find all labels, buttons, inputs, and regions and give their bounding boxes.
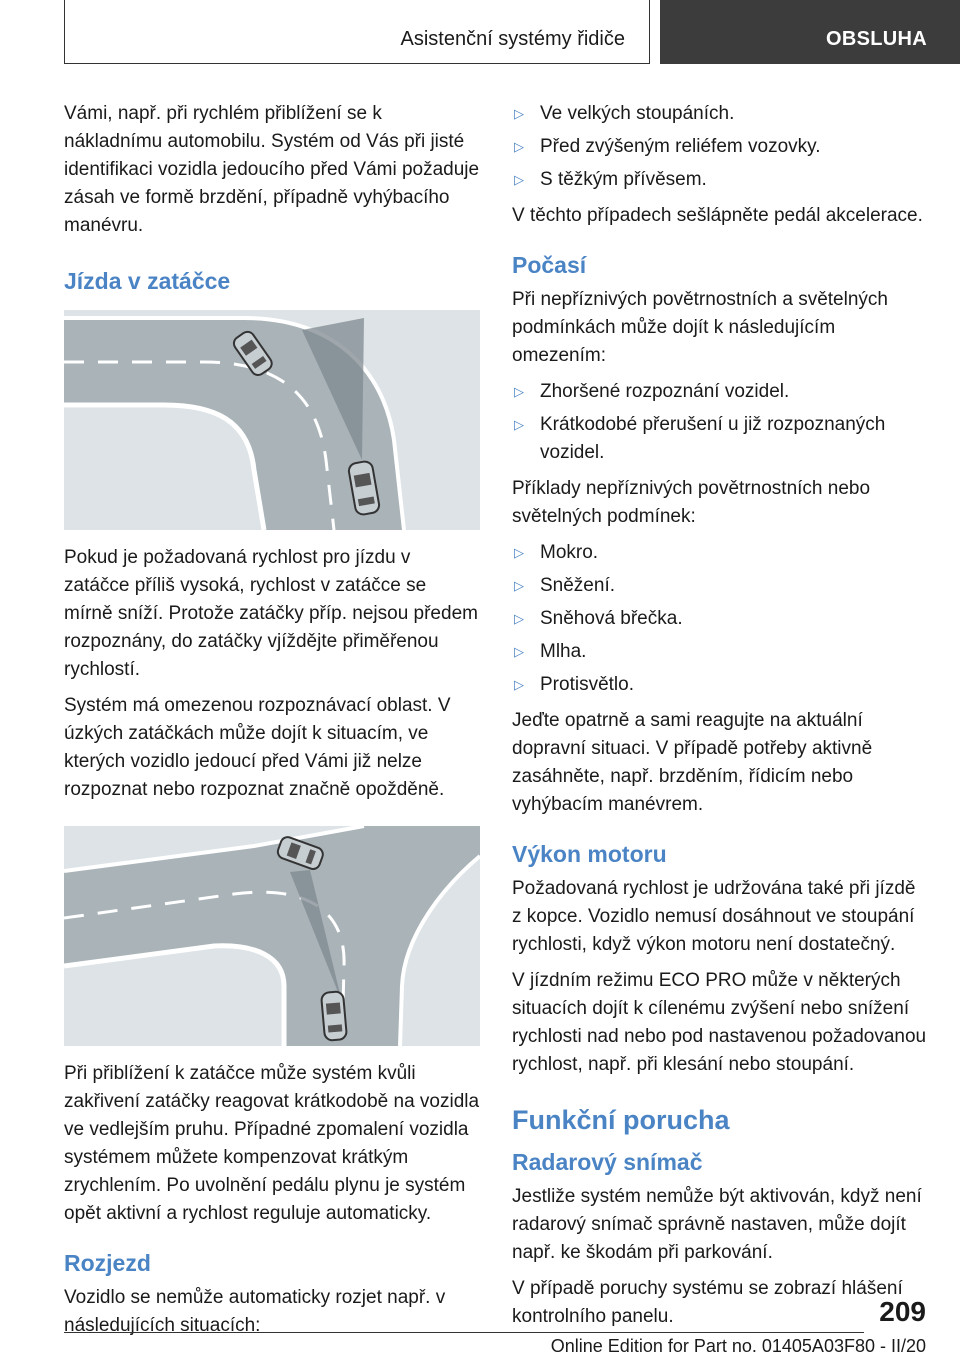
startoff-list [512, 100, 928, 194]
weather-paragraph-2: Příklady nepříznivých povětrnostních nebo světelných podmínek: [512, 478, 871, 527]
curve-heading: Jízda v zatáčce [64, 268, 231, 294]
list-item: ▷ Mlha. [512, 638, 928, 666]
triangle-bullet-icon: ▷ [514, 644, 524, 659]
curve-illustration-1 [64, 310, 480, 530]
engine-paragraph-2: V jízdním režimu ECO PRO může v některých situacích dojít k cílenému zvýšení nebo snížení rychlosti nad nebo pod nastavenou požadovanou rychlost, např. při klesání nebo stoupání. [512, 970, 927, 1075]
curve-paragraph-2: Systém má omezenou rozpoznávací oblast. V úzkých zatáčkách může dojít k situacím, ve kterých vozidlo jedoucí před Vámi již nelze rozpoznat nebo rozpoznat značně opožděně. [64, 695, 451, 800]
header-section-title: Asistenční systémy řidiče [400, 28, 625, 50]
triangle-bullet-icon: ▷ [514, 139, 524, 154]
radar-paragraph-2: V případě poruchy systému se zobrazí hlášení kontrolního panelu. [512, 1278, 903, 1327]
weather-examples-list [512, 539, 928, 699]
curve-figure-2 [64, 826, 480, 1046]
triangle-bullet-icon: ▷ [514, 384, 524, 399]
weather-paragraph-3: Jeďte opatrně a sami reagujte na aktuální dopravní situaci. V případě potřeby aktivně zasáhněte, např. brzděním, řídicím nebo vyhýbacím manévrem. [512, 710, 873, 815]
list-item: ▷ Sněžení. [512, 572, 928, 600]
left-column [64, 100, 480, 1348]
curve-illustration-2 [64, 826, 480, 1046]
radar-heading: Radarový snímač [512, 1149, 703, 1175]
triangle-bullet-icon: ▷ [514, 172, 524, 187]
triangle-bullet-icon: ▷ [514, 106, 524, 121]
weather-list [512, 378, 928, 467]
list-item: ▷ Protisvětlo. [512, 671, 928, 699]
startoff-heading: Rozjezd [64, 1250, 151, 1276]
weather-paragraph-1: Při nepříznivých povětrnostních a světelných podmínkách může dojít k následujícím omezením: [512, 289, 888, 366]
radar-paragraph-1: Jestliže systém nemůže být aktivován, když není radarový snímač správně nastaven, může dojít např. ke škodám při parkování. [512, 1186, 922, 1263]
engine-paragraph-1: Požadovaná rychlost je udržována také při jízdě z kopce. Vozidlo nemusí dosáhnout ve stoupání rychlosti, když výkon motoru není dostatečný. [512, 878, 916, 955]
edition-footer: Online Edition for Part no. 01405A03F80 - II/20 [550, 1336, 926, 1356]
engine-heading: Výkon motoru [512, 841, 667, 867]
triangle-bullet-icon: ▷ [514, 545, 524, 560]
triangle-bullet-icon: ▷ [514, 417, 524, 432]
list-item: ▷ S těžkým přívěsem. [512, 166, 928, 194]
curve-paragraph-3: Při přiblížení k zatáčce může systém kvůli zakřivení zatáčky reagovat krátkodobě na vozidla ve vedlejším pruhu. Případné zpomalení vozidla systémem můžete kompenzovat krátkým zrychlením. Po uvolnění pedálu plynu je systém opět aktivní a rychlost reguluje automaticky. [64, 1063, 480, 1224]
triangle-bullet-icon: ▷ [514, 611, 524, 626]
list-item: ▷ Mokro. [512, 539, 928, 567]
malfunction-heading: Funkční porucha [512, 1105, 730, 1135]
list-item: ▷ Krátkodobé přerušení u již rozpoznaných vozidel. [512, 411, 928, 467]
header-section-box [64, 0, 650, 64]
weather-heading: Počasí [512, 252, 587, 278]
list-item: ▷ Sněhová břečka. [512, 605, 928, 633]
list-item: ▷ Před zvýšeným reliéfem vozovky. [512, 133, 928, 161]
list-item: ▷ Ve velkých stoupáních. [512, 100, 928, 128]
page-number: 209 [879, 1296, 926, 1327]
triangle-bullet-icon: ▷ [514, 677, 524, 692]
startoff-paragraph-2: V těchto případech sešlápněte pedál akcelerace. [512, 205, 923, 226]
triangle-bullet-icon: ▷ [514, 578, 524, 593]
startoff-paragraph-1: Vozidlo se nemůže automaticky rozjet např. v následujících situacích: [64, 1287, 446, 1336]
list-item: ▷ Zhoršené rozpoznání vozidel. [512, 378, 928, 406]
curve-figure-1 [64, 310, 480, 530]
right-column [512, 100, 928, 1339]
header-chapter-title: OBSLUHA [826, 28, 927, 50]
footer-divider [64, 1332, 864, 1333]
curve-paragraph-1: Pokud je požadovaná rychlost pro jízdu v zatáčce příliš vysoká, rychlost v zatáčce se mírně sníží. Protože zatáčky příp. nejsou předem rozpoznány, do zatáčky vjíždějte přiměřenou rychlostí. [64, 547, 478, 680]
intro-paragraph: Vámi, např. při rychlém přiblížení se k nákladnímu automobilu. Systém od Vás při jisté identifikaci vozidla jedoucího před Vámi požaduje zásah ve formě brzdění, případně vyhýbacího manévru. [64, 103, 480, 236]
header-chapter-box [660, 0, 960, 64]
